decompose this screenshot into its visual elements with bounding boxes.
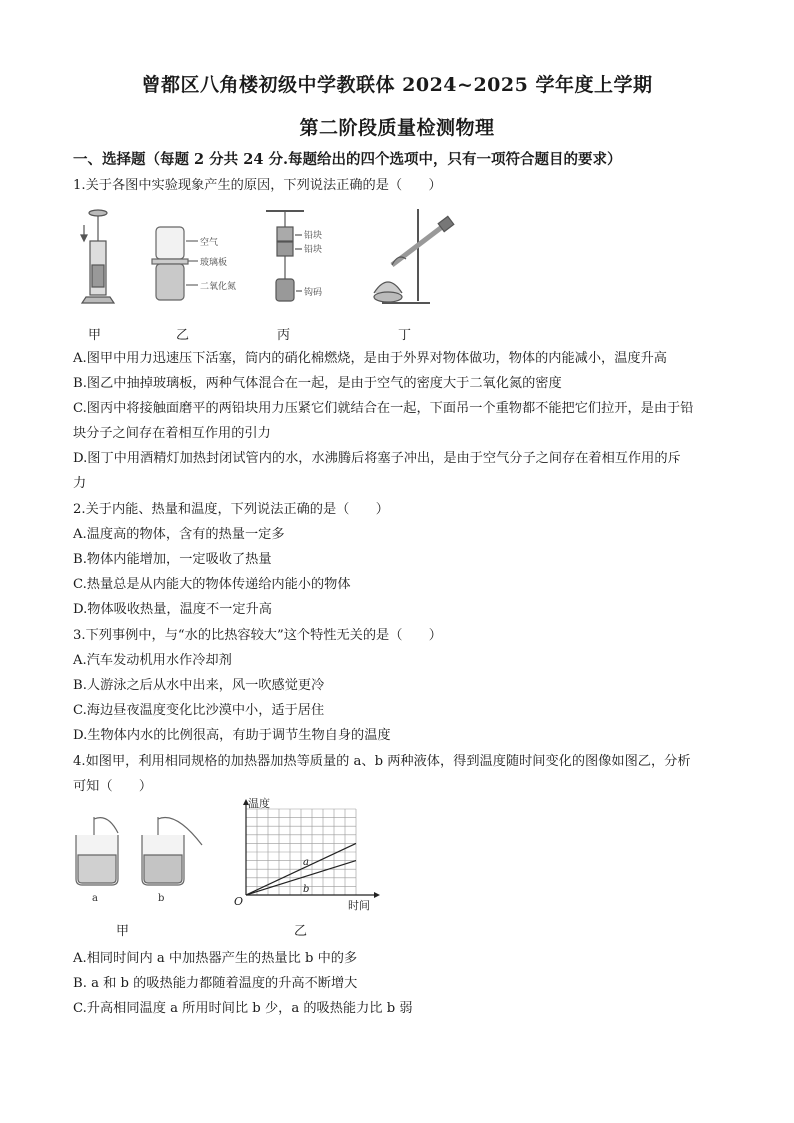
fig-yi-gas-jars xyxy=(152,227,198,300)
chart-origin-label: O xyxy=(234,895,244,908)
q4-option-b: B. a 和 b 的吸热能力都随着温度的升高不断增大 xyxy=(73,976,358,991)
fig-jia-piston-cylinder xyxy=(81,210,114,303)
q1-option-d-line2: 力 xyxy=(73,476,87,491)
q3-option-d: D.生物体内水的比例很高，有助于调节生物自身的温度 xyxy=(73,728,391,743)
q1-caption-yi: 乙 xyxy=(176,328,190,343)
q1-option-c-line2: 块分子之间存在着相互作用的引力 xyxy=(73,426,271,441)
q3-option-a: A.汽车发动机用水作冷却剂 xyxy=(73,653,232,668)
q2-option-c: C.热量总是从内能大的物体传递给内能小的物体 xyxy=(73,577,351,592)
chart-grid xyxy=(246,809,356,895)
q4-stem-line2: 可知（ ） xyxy=(73,779,153,794)
q4-option-c: C.升高相同温度 a 所用时间比 b 少，a 的吸热能力比 b 弱 xyxy=(73,1001,413,1016)
q3-option-c: C.海边昼夜温度变化比沙漠中小，适于居住 xyxy=(73,703,325,718)
fig-label-no2: 二氧化氮 xyxy=(200,282,237,292)
page-title: 曾都区八角楼初级中学教联体 2024~2025 学年度上学期 xyxy=(141,74,653,96)
fig-ding-test-tube xyxy=(374,209,454,303)
q4-caption-jia: 甲 xyxy=(116,924,130,939)
q4-stem-line1: 4.如图甲，利用相同规格的加热器加热等质量的 a、b 两种液体，得到温度随时间变化的图像如图乙，分析 xyxy=(73,754,691,769)
q1-option-b: B.图乙中抽掉玻璃板，两种气体混合在一起，是由于空气的密度大于二氧化氮的密度 xyxy=(73,376,562,391)
chart-axes xyxy=(243,799,380,898)
beaker-label-a: a xyxy=(92,893,98,904)
q4-option-a: A.相同时间内 a 中加热器产生的热量比 b 中的多 xyxy=(73,951,358,966)
q1-option-c-line1: C.图丙中将接触面磨平的两铅块用力压紧它们就结合在一起，下面吊一个重物都不能把它们拉开，是由于铅 xyxy=(73,401,694,416)
beaker-label-b: b xyxy=(158,893,165,904)
fig-bing-lead-blocks xyxy=(266,211,304,301)
q1-option-d-line1: D.图丁中用酒精灯加热封闭试管内的水，水沸腾后将塞子冲出，是由于空气分子之间存在着相互作用的斥 xyxy=(73,451,681,466)
fig-label-lead-top: 铅块 xyxy=(304,231,323,241)
fig-label-air: 空气 xyxy=(200,238,219,248)
q1-caption-jia: 甲 xyxy=(88,328,102,343)
q2-option-b: B.物体内能增加，一定吸收了热量 xyxy=(73,552,272,567)
fig-label-lead-bottom: 铅块 xyxy=(304,245,323,255)
q1-figures xyxy=(70,205,460,317)
q4-beakers-figure xyxy=(72,815,212,905)
q3-stem: 3.下列事例中，与“水的比热容较大”这个特性无关的是（ ） xyxy=(73,628,442,643)
q2-option-a: A.温度高的物体，含有的热量一定多 xyxy=(73,527,285,542)
q3-option-b: B.人游泳之后从水中出来，风一吹感觉更冷 xyxy=(73,678,325,693)
chart-ylabel: 温度 xyxy=(248,797,270,810)
series-label-a: a xyxy=(303,857,309,869)
q4-caption-yi: 乙 xyxy=(294,924,308,939)
q1-stem: 1.关于各图中实验现象产生的原因，下列说法正确的是（ ） xyxy=(73,178,442,193)
section-heading: 一、选择题（每题 2 分共 24 分.每题给出的四个选项中，只有一项符合题目的要求） xyxy=(73,151,622,168)
chart-xlabel: 时间 xyxy=(348,899,370,912)
x-axis-arrow xyxy=(374,892,380,898)
fig-label-weight: 钩码 xyxy=(304,288,323,298)
q4-temp-time-chart xyxy=(228,797,388,912)
fig-label-glass: 玻璃板 xyxy=(200,258,228,268)
q2-option-d: D.物体吸收热量，温度不一定升高 xyxy=(73,602,272,617)
page-subtitle: 第二阶段质量检测物理 xyxy=(299,117,495,139)
q1-caption-ding: 丁 xyxy=(398,328,412,343)
q1-caption-bing: 丙 xyxy=(277,328,291,343)
q2-stem: 2.关于内能、热量和温度，下列说法正确的是（ ） xyxy=(73,502,389,517)
series-label-b: b xyxy=(303,883,310,895)
q1-option-a: A.图甲中用力迅速压下活塞，筒内的硝化棉燃烧，是由于外界对物体做功，物体的内能减小，温度升高 xyxy=(73,351,667,366)
